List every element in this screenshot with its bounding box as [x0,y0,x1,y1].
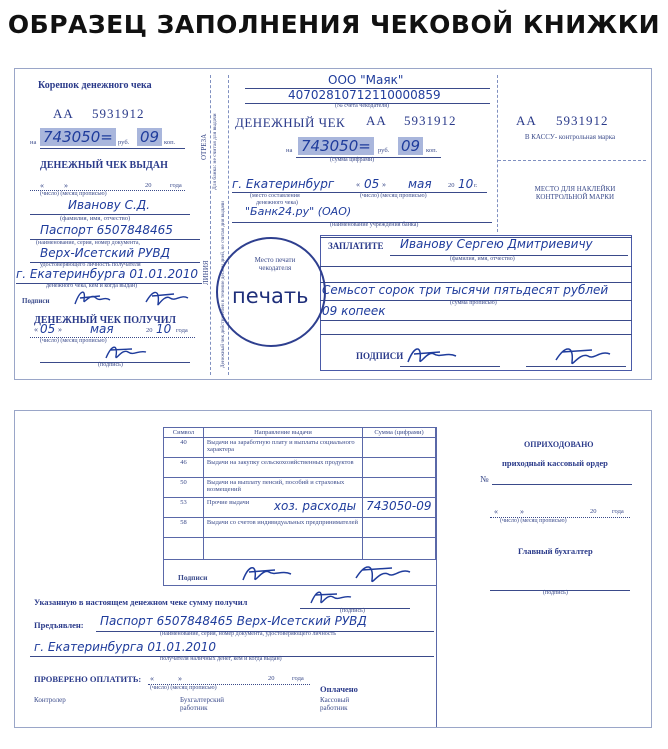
check-place: г. Екатеринбург [232,177,335,191]
back-signature-1 [235,560,305,588]
stub-issuer-caption: удостоверяющего личность получателя [40,262,141,268]
kassa-number: 5931912 [556,113,609,128]
back-table-right-edge [436,427,437,727]
order-chief: Главный бухгалтер [518,546,593,556]
stub-signature-1 [70,286,130,310]
stub-date-quote-r: » [64,181,68,190]
table-row-desc [203,498,362,518]
table-row-desc: Выдачи со счетов индивидуальных предпринимателей [203,518,362,538]
back-verified-captions: (число) (месяц прописью) [150,685,217,691]
order-date-quote-r: » [520,507,524,516]
check-amount-words-caption: (сумма прописью) [450,300,497,306]
pay-box-line-5 [320,320,632,321]
check-na: на [286,147,293,154]
table-header-sum: Сумма (цифрами) [363,428,436,438]
order-number-line [492,484,632,485]
stub-received-quote-r: » [58,325,62,334]
back-verified-year-suffix: года [292,675,304,682]
back-table-left-edge [163,555,164,585]
check-year-prefix: 20 [448,182,455,189]
stub-issuer-place: г. Екатеринбурга 01.01.2010 [16,267,199,281]
stub-received-month: мая [90,322,114,336]
order-signature-caption: (подпись) [543,590,568,596]
stub-received-label: ДЕНЕЖНЫЙ ЧЕК ПОЛУЧИЛ [34,315,176,326]
table-row-empty-desc [203,538,362,560]
back-presented-label: Предъявлен: [34,620,84,630]
check-sig-line-1 [400,366,500,367]
check-title: ДЕНЕЖНЫЙ ЧЕК [235,115,346,130]
stub-kop: коп. [164,139,176,146]
check-bank-caption: (наименование учреждения банка) [330,222,419,228]
table-row-code: 40 [164,438,204,458]
check-day: 05 [364,177,380,191]
table-row-code: 53 [164,498,204,518]
stub-na: на [30,139,37,146]
perforation-line [210,75,211,375]
stub-date-year-suffix: года [170,182,182,189]
table-row-code: 58 [164,518,204,538]
order-subtitle: приходный кассовый ордер [502,458,608,468]
table-row-desc-text: Прочие выдачи [206,499,250,506]
perforation-liniya: ЛИНИЯ [202,260,210,285]
check-sig-line-2 [526,366,626,367]
stub-recipient-caption: (фамилия, имя, отчество) [60,215,131,222]
table-header-code: Символ [164,428,204,438]
back-verified-quote-r: » [178,674,182,683]
table-row-sum [363,438,436,458]
perforation-liniya-note: Денежный чек действителен в течение десяти дней, не считая дня выдачи [220,201,226,368]
check-date-captions: (число) (месяц прописью) [360,193,427,199]
table-row-handwritten: хоз. расходы [273,499,357,513]
pay-box-line-6 [320,334,632,335]
stub-signature-caption: (подпись) [98,362,123,368]
table-row-empty-code [164,538,204,560]
stub-received-signature [100,340,160,364]
back-signature-2 [350,560,420,588]
stub-signature-2 [140,286,200,310]
back-verified-year-prefix: 20 [268,675,275,682]
table-row-desc: Выдачи на заработную плату и выплаты социального характера [203,438,362,458]
table-row-desc: Выдачи на выплату пенсий, пособий и страховых возмещений [203,478,362,498]
order-year-prefix: 20 [590,508,597,515]
check-month: мая [408,177,432,191]
stub-amount-kop: 09 [137,128,162,146]
back-presented-place-caption: получателя наличных денег, кем и когда выдан) [160,656,282,662]
check-pay-label: ЗАПЛАТИТЕ [328,241,384,251]
stub-received-quote-l: « [34,325,38,334]
check-date-quote-r: » [382,180,386,189]
stub-recipient: Иванову С.Д. [68,198,150,212]
stub-date-year-prefix: 20 [145,182,152,189]
back-cashier: Кассовый работник [320,696,350,712]
page-title: ОБРАЗЕЦ ЗАПОЛНЕНИЯ ЧЕКОВОЙ КНИЖКИ [7,10,661,39]
check-account: 40702810712110000859 [288,88,441,102]
perforation-otreza-note: Для банка: не считая для выдачи [212,113,218,190]
stub-number: 5931912 [92,106,145,121]
table-row-code: 46 [164,458,204,478]
stamp-caption: Место печати чекодателя [254,256,296,272]
stub-received-year: 10 [156,322,172,336]
check-kop: коп. [426,147,438,154]
stub-issuer-place-caption: денежного чека, кем и когда выдан) [46,283,138,289]
check-amount-rub: 743050= [298,137,374,155]
table-row-code: 50 [164,478,204,498]
check-amount-caption: (сумма цифрами) [330,157,375,163]
back-accountant: Бухгалтерский работник [180,696,225,712]
back-verified-label: ПРОВЕРЕНО ОПЛАТИТЬ: [34,674,142,684]
check-account-caption: (№ счета чекодателя) [335,103,390,109]
back-verified-quote-l: « [150,674,154,683]
pay-box-line-2 [320,266,632,267]
table-row-sum [363,518,436,538]
stub-received-year-prefix: 20 [146,327,153,334]
stub-received-day: 05 [40,322,56,336]
table-header-desc: Направление выдачи [203,428,362,438]
stub-issued-label: ДЕНЕЖНЫЙ ЧЕК ВЫДАН [40,160,168,171]
stub-passport: Паспорт 6507848465 [40,223,173,237]
kassa-vertical-divider [497,75,498,232]
check-amount-words-1: Семьсот сорок три тысячи пятьдесят рублей [322,283,609,297]
stub-received-captions: (число) (месяц прописью) [40,338,107,344]
table-row-sum: 743050-09 [363,498,436,518]
check-amount-kop: 09 [398,137,423,155]
back-paid-label: Оплачено [320,684,358,694]
stub-rub: руб. [118,139,130,146]
order-title: ОПРИХОДОВАНО [524,440,594,449]
back-controller: Контролер [34,696,66,704]
check-date-quote-l: « [356,180,360,189]
back-signatures-label: Подписи [178,573,208,582]
back-received-text: Указанную в настоящем денежном чеке сумму получил [34,597,248,607]
stamp-text: печать [232,284,309,308]
order-number-label: № [480,474,489,484]
check-year-suffix: г. [474,182,478,189]
stub-issuer: Верх-Исетский РУВД [40,246,171,260]
stub-amount-line [40,148,185,149]
check-place-caption: (место составления [250,193,300,199]
order-date-quote-l: « [494,507,498,516]
table-row-desc: Выдачи на закупку сельскохозяйственных продуктов [203,458,362,478]
kassa-divider [498,160,646,161]
check-payee: Иванову Сергею Дмитриевичу [400,237,593,251]
stub-header: Корешок денежного чека [38,80,152,91]
check-series: AA [366,113,387,128]
stub-signatures-label: Подписи [22,297,50,305]
check-amount-words-2: 09 копеек [322,304,386,318]
stub-received-year-suffix: года [176,327,188,334]
back-presented-place: г. Екатеринбурга 01.01.2010 [34,640,217,654]
check-organization: ООО "Маяк" [328,73,404,87]
stub-series: AA [53,106,74,121]
kassa-series: AA [516,113,537,128]
stub-date-quote-l: « [40,181,44,190]
back-signature-caption: (подпись) [340,608,365,614]
back-presented-doc: Паспорт 6507848465 Верх-Исетский РУВД [100,614,367,628]
order-date-captions: (число) (месяц прописью) [500,518,567,524]
check-signatures-label: ПОДПИСИ [356,351,404,361]
perforation-otreza: ОТРЕЗА [200,133,208,160]
table-row-sum [363,458,436,478]
check-payee-caption: (фамилия, имя, отчество) [450,256,515,262]
stub-amount-rub: 743050= [40,128,116,146]
check-bank: "Банк24.ру" (ОАО) [245,205,352,218]
table-row-sum [363,478,436,498]
check-number: 5931912 [404,113,457,128]
back-table [163,427,436,560]
check-place-caption2: денежного чека) [256,200,298,206]
order-year-suffix: года [612,508,624,515]
back-presented-caption: (наименование, серия, номер документа, удостоверяющего личность [160,631,336,637]
kassa-mark-place: МЕСТО ДЛЯ НАКЛЕЙКИ КОНТРОЛЬНОЙ МАРКИ [534,185,616,201]
perforation-line-2 [228,75,229,375]
check-year: 10 [458,177,474,191]
kassa-text: В КАССУ- контрольная марка [524,133,616,141]
stub-date-captions: (число) (месяц прописью) [40,191,107,197]
check-rub: руб. [378,147,390,154]
table-row-empty-sum [363,538,436,560]
stub-passport-caption: (наименование, серия, номер документа, [36,240,141,246]
